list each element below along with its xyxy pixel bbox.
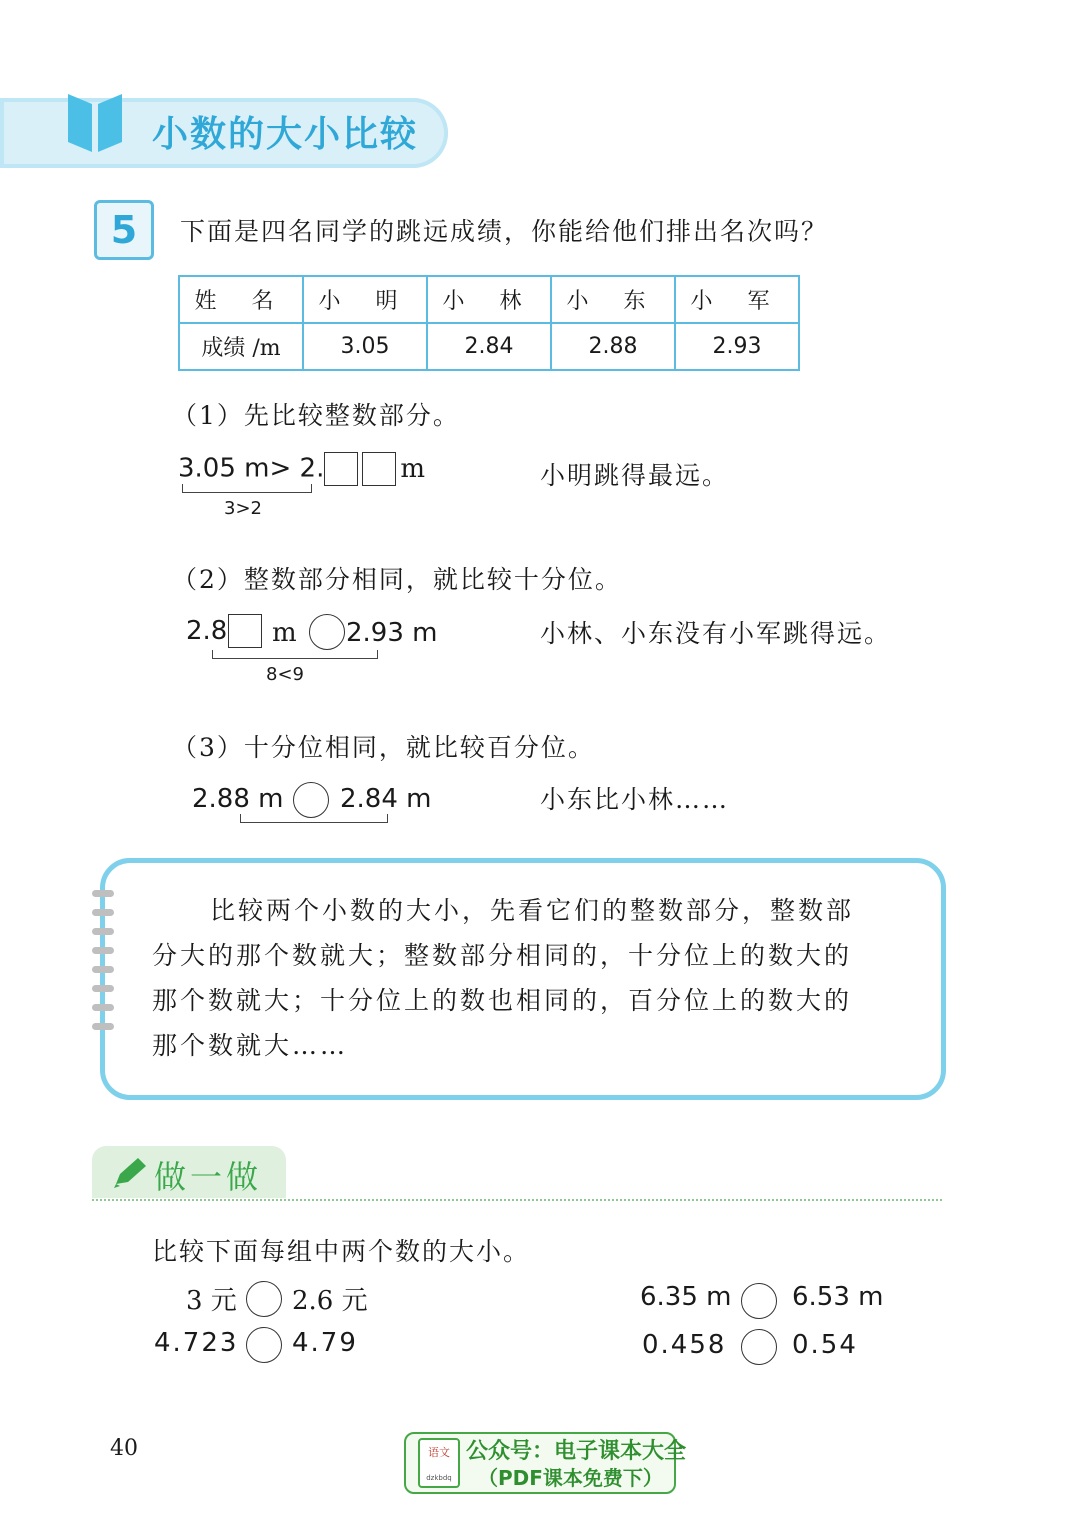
- example-question: 下面是四名同学的跳远成绩，你能给他们排出名次吗？: [180, 217, 829, 246]
- step2-label: （2）整数部分相同，就比较十分位。: [172, 565, 622, 594]
- page-number: 40: [110, 1436, 138, 1461]
- table-cell: 姓 名: [179, 276, 303, 323]
- answer-circle[interactable]: [741, 1283, 777, 1319]
- ring-icon: [92, 890, 114, 897]
- answer-circle[interactable]: [246, 1327, 282, 1363]
- ring-icon: [92, 1023, 114, 1030]
- ring-icon: [92, 966, 114, 973]
- textbook-icon-label: 语文: [428, 1446, 450, 1459]
- answer-box[interactable]: [324, 452, 358, 486]
- pencil-icon: [110, 1156, 148, 1190]
- section-title: 小数的大小比较: [152, 114, 419, 155]
- ring-icon: [92, 1004, 114, 1011]
- table-cell: 2.84: [427, 323, 551, 370]
- ring-icon: [92, 947, 114, 954]
- summary-line: 比较两个小数的大小，先看它们的整数部分，整数部: [210, 896, 855, 925]
- pair-right: 2.6 元: [292, 1286, 368, 1316]
- step2-unit: m: [272, 618, 297, 648]
- table-row: [179, 323, 799, 370]
- table-cell: 小 明: [303, 276, 427, 323]
- step3-label: （3）十分位相同，就比较百分位。: [172, 733, 595, 762]
- watermark-line2: （PDF课本免费下）: [478, 1466, 663, 1490]
- table-cell: 成绩 /m: [179, 323, 303, 370]
- ring-icon: [92, 928, 114, 935]
- summary-line: 那个数就大……: [152, 1031, 349, 1060]
- step1-remark: 小明跳得最远。: [540, 461, 730, 490]
- answer-box[interactable]: [228, 614, 262, 648]
- ring-icon: [92, 909, 114, 916]
- step1-expression: [178, 452, 425, 486]
- pair-left: 6.35 m: [640, 1282, 732, 1312]
- step3-remark: 小东比小林……: [540, 785, 730, 814]
- summary-line: 分大的那个数就大；整数部分相同的，十分位上的数大的: [152, 941, 853, 970]
- step1-hint: 3>2: [224, 498, 262, 519]
- answer-circle[interactable]: [246, 1281, 282, 1317]
- table-header-row: [179, 276, 799, 323]
- step3-left: 2.88 m: [192, 784, 284, 814]
- answer-circle[interactable]: [309, 614, 345, 650]
- watermark-line1: 公众号：电子课本大全: [466, 1439, 687, 1464]
- pair-left: 3 元: [186, 1286, 237, 1316]
- pair-left: 0.458: [642, 1330, 727, 1360]
- example-number: 5: [94, 200, 154, 260]
- table-cell: 小 东: [551, 276, 675, 323]
- answer-circle[interactable]: [741, 1329, 777, 1365]
- pair-right: 6.53 m: [792, 1282, 884, 1312]
- summary-text: [152, 888, 904, 1068]
- step3-right: 2.84 m: [340, 784, 432, 814]
- table-cell: 3.05: [303, 323, 427, 370]
- step1-label: （1）先比较整数部分。: [172, 401, 460, 430]
- step2-left: 2.8: [186, 616, 228, 646]
- answer-circle[interactable]: [293, 782, 329, 818]
- ring-icon: [92, 985, 114, 992]
- step2-hint: 8<9: [266, 664, 304, 685]
- practice-instruction: 比较下面每组中两个数的大小。: [152, 1237, 531, 1266]
- table-cell: 2.93: [675, 323, 799, 370]
- comparison-bracket: [182, 484, 312, 493]
- textbook-icon-caption: dzkbdq: [426, 1474, 452, 1482]
- table-cell: 小 军: [675, 276, 799, 323]
- summary-line: 那个数就大；十分位上的数也相同的，百分位上的数大的: [152, 986, 853, 1015]
- step1-expr-left: 3.05 m> 2.: [178, 453, 325, 484]
- dotted-divider: [92, 1199, 942, 1201]
- book-icon: [64, 88, 126, 154]
- comparison-bracket: [212, 650, 378, 659]
- step1-unit: m: [400, 453, 425, 484]
- notebook-rings: [92, 890, 114, 1042]
- pair-right: 4.79: [292, 1328, 358, 1358]
- textbook-icon: [418, 1438, 460, 1488]
- practice-title: 做一做: [154, 1158, 263, 1196]
- table-cell: 小 林: [427, 276, 551, 323]
- scores-table: [178, 275, 800, 371]
- pair-right: 0.54: [792, 1330, 858, 1360]
- comparison-bracket: [240, 814, 388, 823]
- step2-remark: 小林、小东没有小军跳得远。: [540, 619, 892, 648]
- step2-right: 2.93 m: [346, 618, 438, 648]
- answer-box[interactable]: [362, 452, 396, 486]
- table-cell: 2.88: [551, 323, 675, 370]
- pair-left: 4.723: [154, 1328, 239, 1358]
